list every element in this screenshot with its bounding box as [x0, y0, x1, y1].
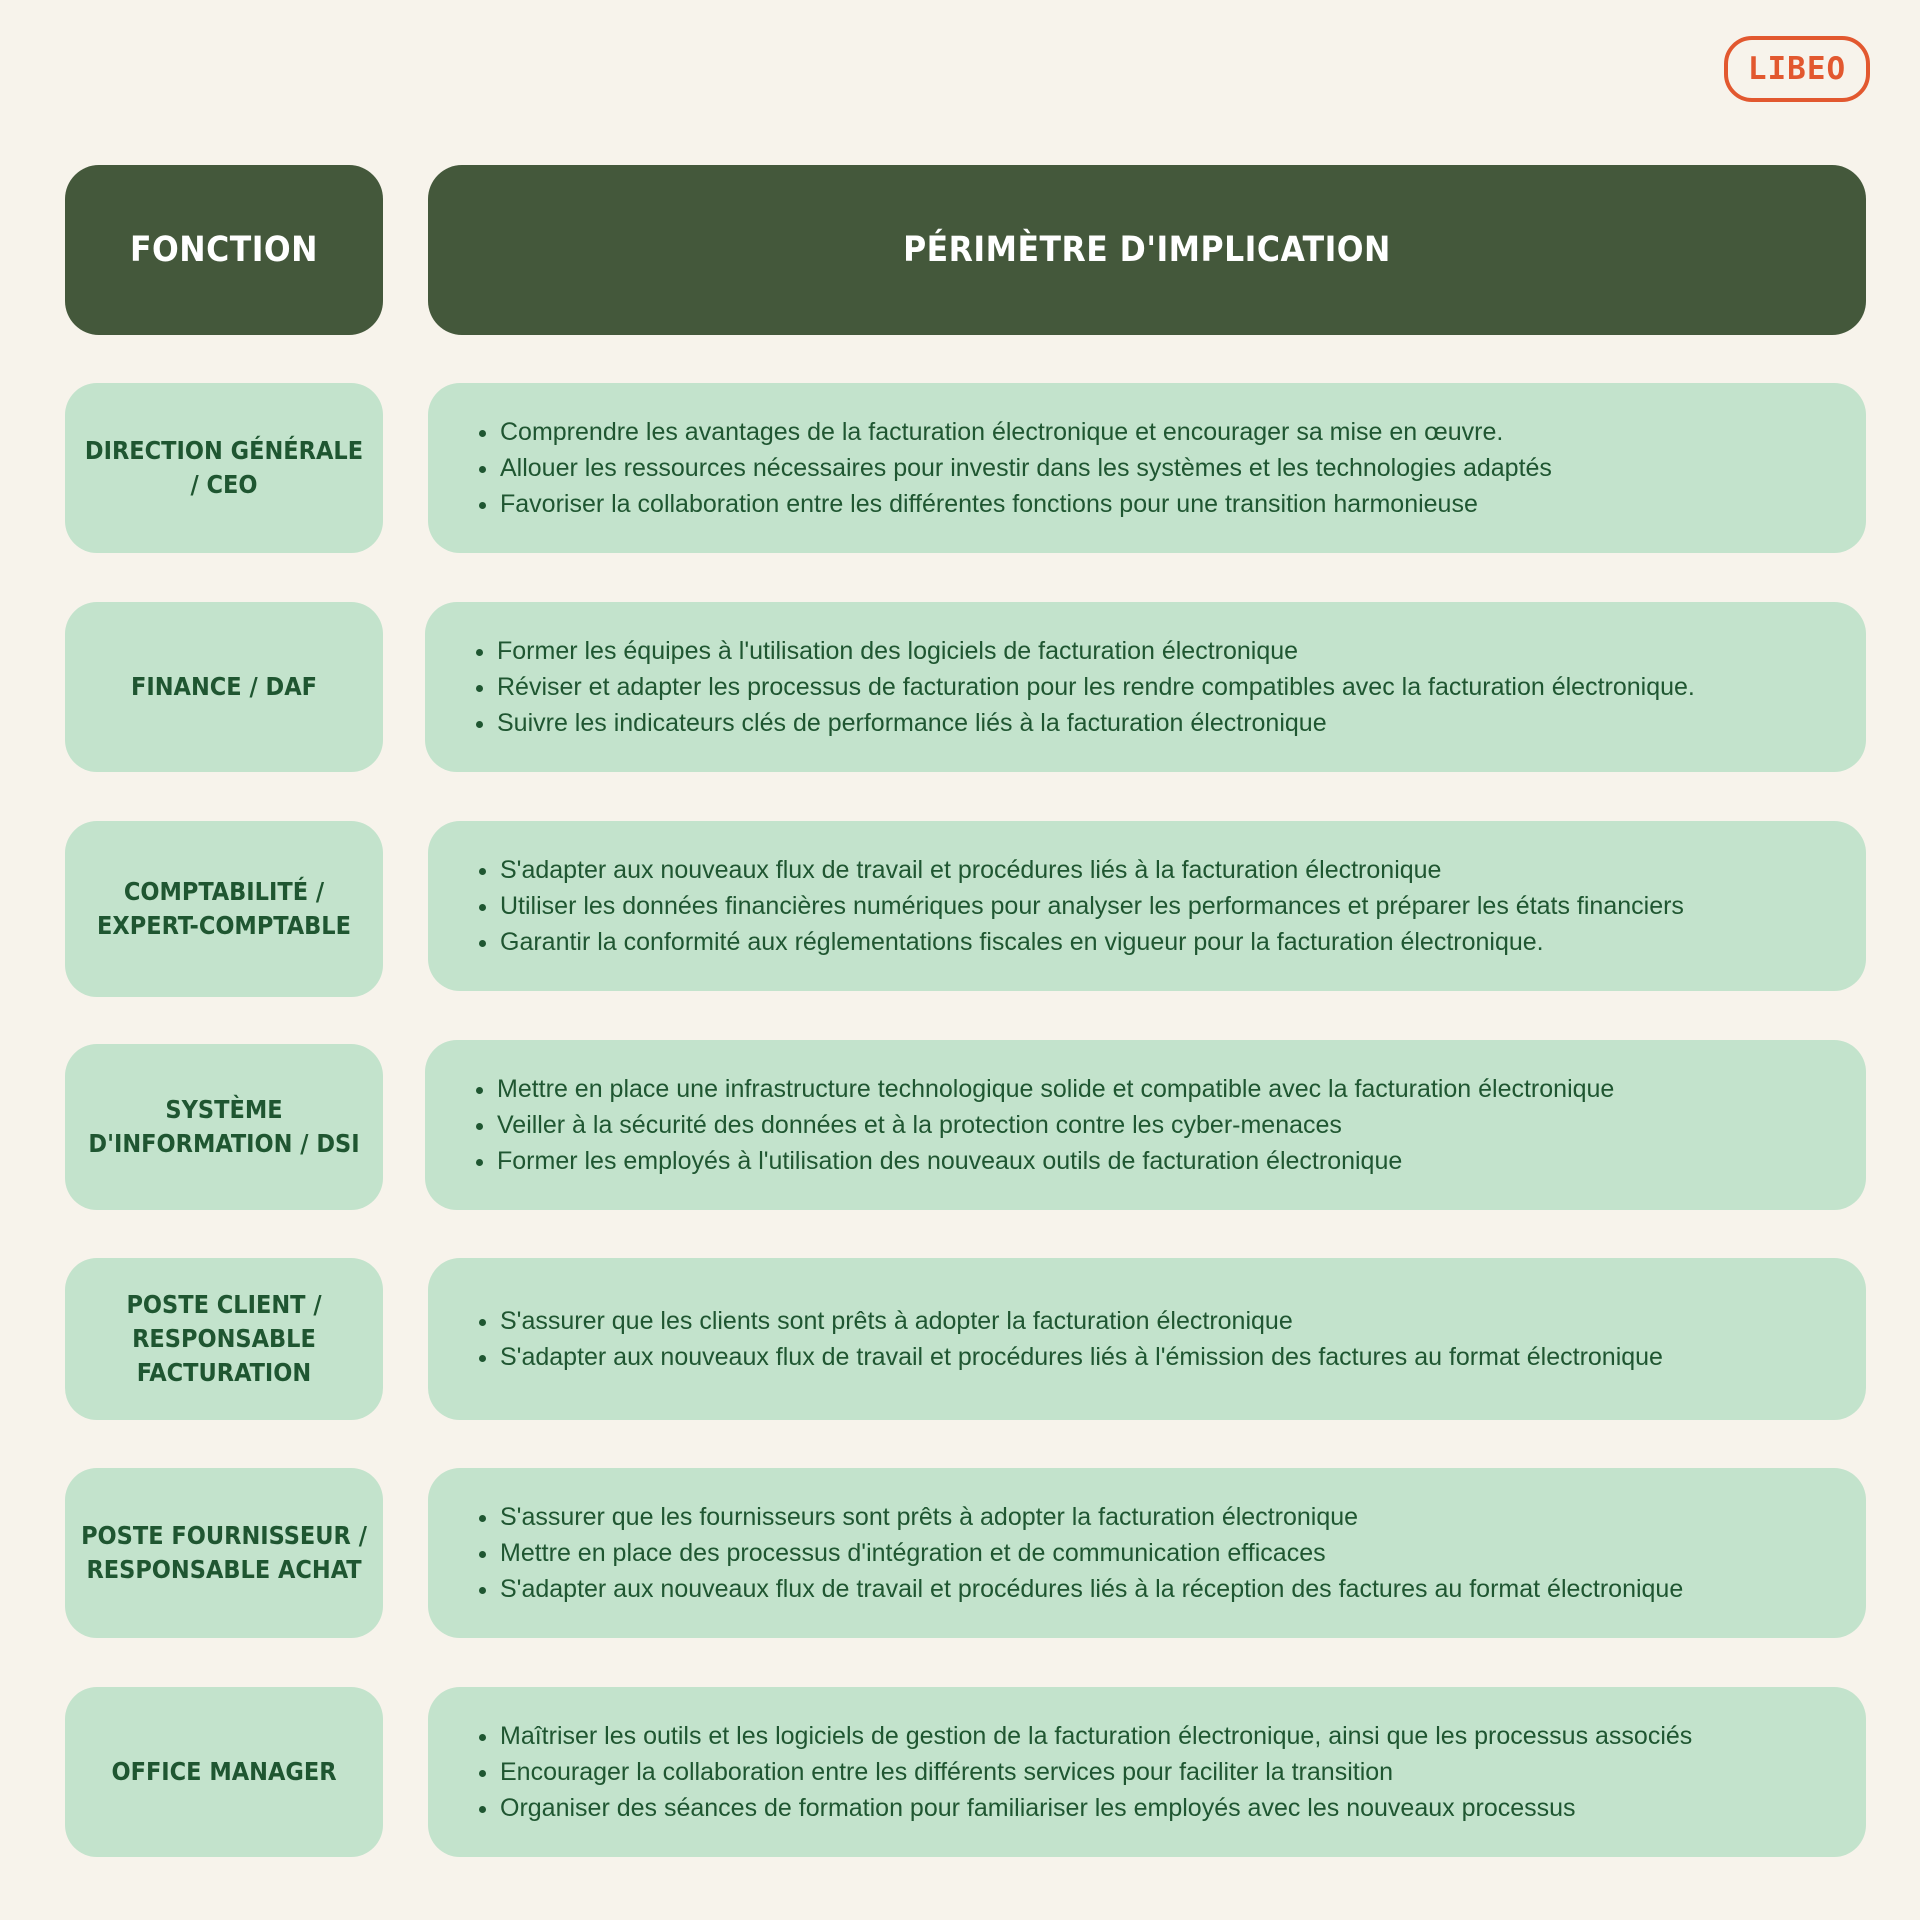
perimetre-cell — [428, 821, 1866, 991]
list-item: • Organiser des séances de formation pour familiariser les employés avec les nouveaux processus — [500, 1790, 1692, 1826]
list-item: • S'assurer que les clients sont prêts à adopter la facturation électronique — [500, 1303, 1663, 1339]
fonction-cell: COMPTABILITÉ / EXPERT-COMPTABLE — [65, 821, 383, 997]
list-item: • Mettre en place une infrastructure technologique solide et compatible avec la facturation électronique — [497, 1071, 1614, 1107]
perimetre-cell — [428, 1468, 1866, 1638]
list-item: • Maîtriser les outils et les logiciels de gestion de la facturation électronique, ainsi que les processus associés — [500, 1718, 1692, 1754]
perimetre-cell — [428, 1258, 1866, 1420]
perimetre-cell — [425, 1040, 1866, 1210]
fonction-cell: POSTE FOURNISSEUR / RESPONSABLE ACHAT — [65, 1468, 383, 1638]
perimetre-list — [472, 1718, 1692, 1826]
perimetre-cell — [428, 1687, 1866, 1857]
fonction-cell: FINANCE / DAF — [65, 602, 383, 772]
perimetre-list — [469, 633, 1695, 741]
libeo-logo: LIBEO — [1724, 36, 1870, 102]
list-item: • Suivre les indicateurs clés de performance liés à la facturation électronique — [497, 705, 1695, 741]
perimetre-list — [472, 852, 1684, 960]
list-item: • Former les employés à l'utilisation des nouveaux outils de facturation électronique — [497, 1143, 1614, 1179]
perimetre-cell — [428, 383, 1866, 553]
list-item: • Mettre en place des processus d'intégration et de communication efficaces — [500, 1535, 1683, 1571]
list-item: • Utiliser les données financières numériques pour analyser les performances et préparer les états financiers — [500, 888, 1684, 924]
list-item: • Former les équipes à l'utilisation des logiciels de facturation électronique — [497, 633, 1695, 669]
header-perimetre: PÉRIMÈTRE D'IMPLICATION — [428, 165, 1866, 335]
fonction-cell: SYSTÈME D'INFORMATION / DSI — [65, 1044, 383, 1210]
list-item: • S'assurer que les fournisseurs sont prêts à adopter la facturation électronique — [500, 1499, 1683, 1535]
list-item: • Favoriser la collaboration entre les différentes fonctions pour une transition harmonieuse — [500, 486, 1552, 522]
list-item: • S'adapter aux nouveaux flux de travail et procédures liés à la réception des factures au format électronique — [500, 1571, 1683, 1607]
perimetre-cell — [425, 602, 1866, 772]
fonction-cell: POSTE CLIENT / RESPONSABLE FACTURATION — [65, 1258, 383, 1420]
fonction-cell: DIRECTION GÉNÉRALE / CEO — [65, 383, 383, 553]
perimetre-list — [472, 1499, 1683, 1607]
perimetre-list — [472, 414, 1552, 522]
perimetre-list — [472, 1303, 1663, 1375]
list-item: • Réviser et adapter les processus de facturation pour les rendre compatibles avec la facturation électronique. — [497, 669, 1695, 705]
list-item: • Veiller à la sécurité des données et à la protection contre les cyber-menaces — [497, 1107, 1614, 1143]
list-item: • Allouer les ressources nécessaires pour investir dans les systèmes et les technologies adaptés — [500, 450, 1552, 486]
list-item: • S'adapter aux nouveaux flux de travail et procédures liés à la facturation électronique — [500, 852, 1684, 888]
list-item: • Comprendre les avantages de la facturation électronique et encourager sa mise en œuvre. — [500, 414, 1552, 450]
list-item: • S'adapter aux nouveaux flux de travail et procédures liés à l'émission des factures au format électronique — [500, 1339, 1663, 1375]
list-item: • Garantir la conformité aux réglementations fiscales en vigueur pour la facturation électronique. — [500, 924, 1684, 960]
list-item: • Encourager la collaboration entre les différents services pour faciliter la transition — [500, 1754, 1692, 1790]
fonction-cell: OFFICE MANAGER — [65, 1687, 383, 1857]
perimetre-list — [469, 1071, 1614, 1179]
header-fonction: FONCTION — [65, 165, 383, 335]
